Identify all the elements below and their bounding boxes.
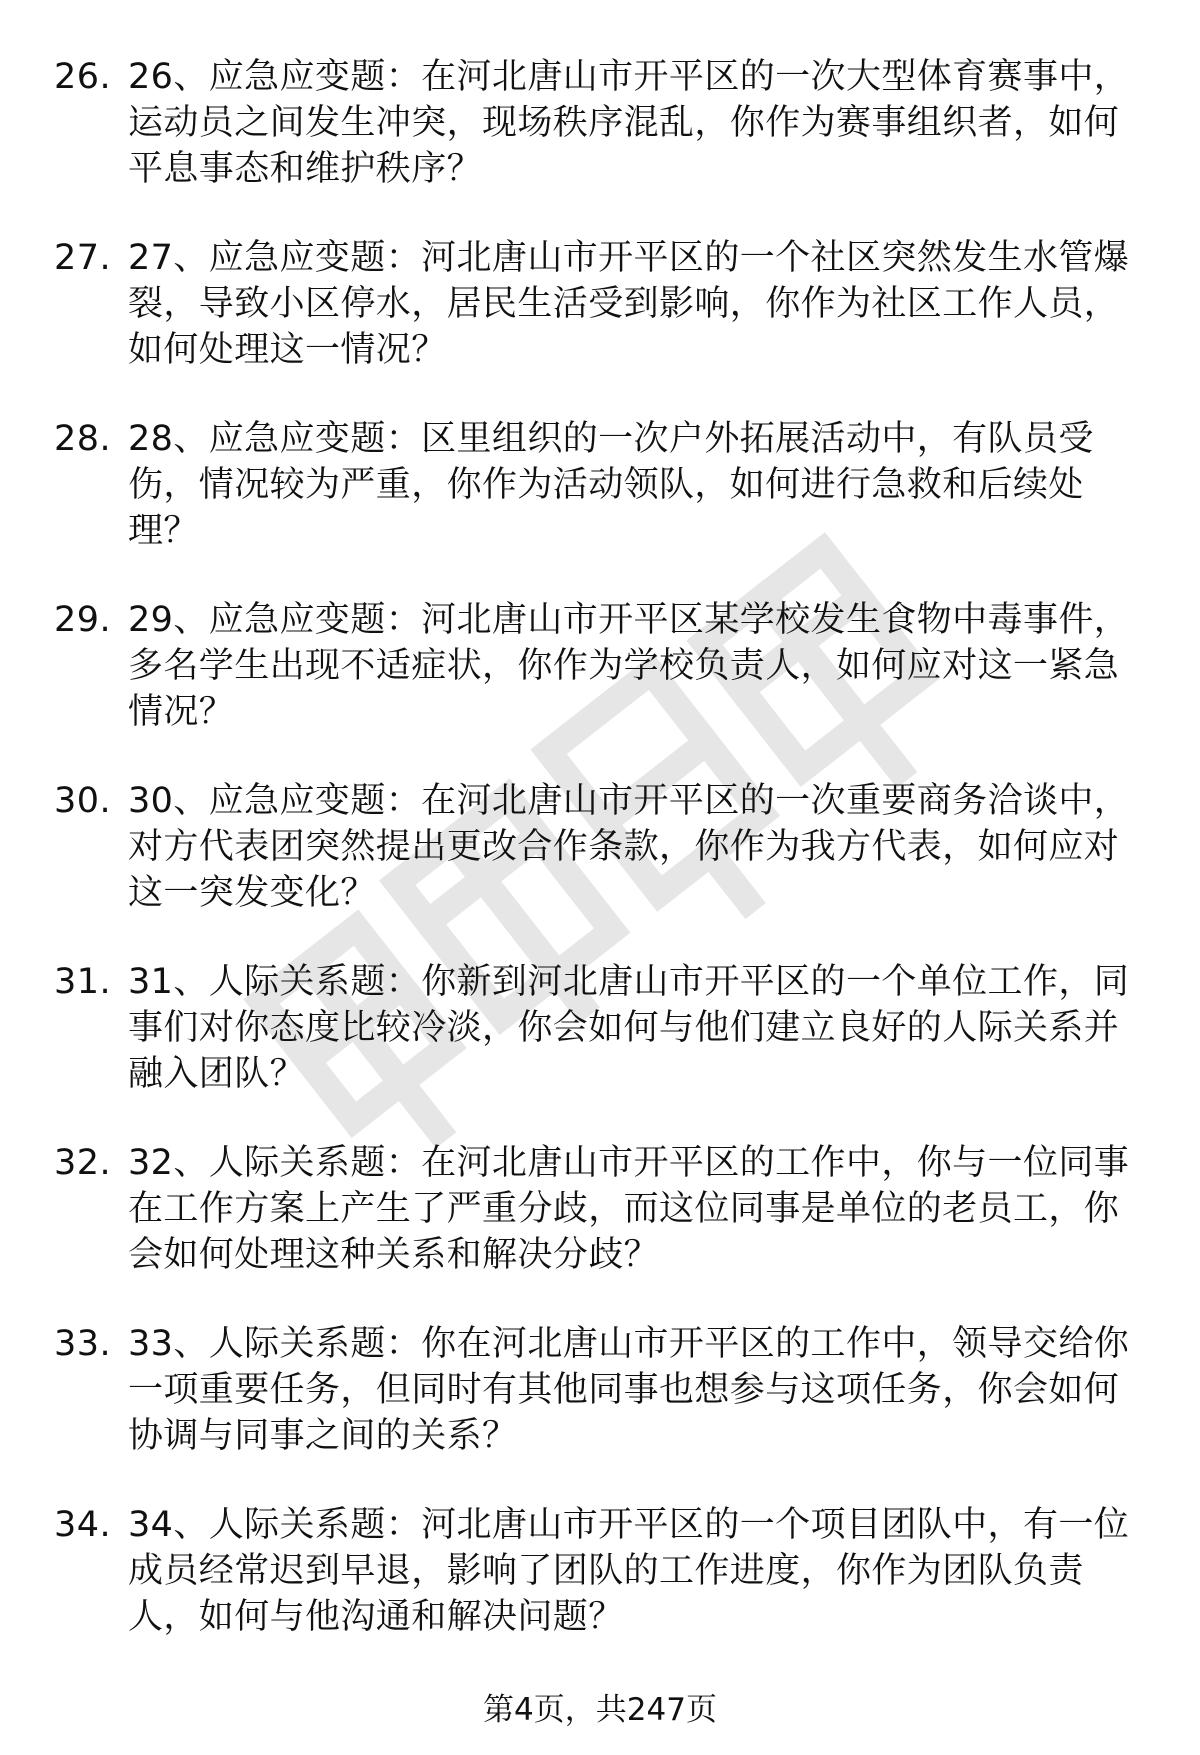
page-number: 第4页，共247页 — [483, 1692, 717, 1728]
question-number: 32. — [54, 1143, 112, 1183]
list-item — [0, 416, 1200, 597]
list-item — [0, 235, 1200, 416]
list-item — [0, 778, 1200, 959]
question-number: 26. — [54, 57, 112, 97]
question-text: 26、应急应变题：在河北唐山市开平区的一次大型体育赛事中，运动员之间发生冲突，现场秩序混乱，你作为赛事组织者，如何平息事态和维护秩序？ — [128, 57, 1130, 189]
question-text: 27、应急应变题：河北唐山市开平区的一个社区突然发生水管爆裂，导致小区停水，居民生活受到影响，你作为社区工作人员，如何处理这一情况？ — [128, 238, 1130, 370]
question-text: 29、应急应变题：河北唐山市开平区某学校发生食物中毒事件，多名学生出现不适症状，你作为学校负责人，如何应对这一紧急情况？ — [128, 600, 1130, 732]
question-number: 30. — [54, 781, 112, 821]
question-number: 31. — [54, 962, 112, 1002]
question-list — [0, 54, 1200, 1683]
list-item — [0, 54, 1200, 235]
question-text: 32、人际关系题：在河北唐山市开平区的工作中，你与一位同事在工作方案上产生了严重分歧，而这位同事是单位的老员工，你会如何处理这种关系和解决分歧？ — [128, 1143, 1130, 1275]
list-item — [0, 1502, 1200, 1683]
question-number: 33. — [54, 1324, 112, 1364]
list-item — [0, 1140, 1200, 1321]
list-item — [0, 959, 1200, 1140]
question-text: 33、人际关系题：你在河北唐山市开平区的工作中，领导交给你一项重要任务，但同时有其他同事也想参与这项任务，你会如何协调与同事之间的关系？ — [128, 1324, 1130, 1456]
question-number: 34. — [54, 1505, 112, 1545]
question-number: 28. — [54, 419, 112, 459]
question-text: 28、应急应变题：区里组织的一次户外拓展活动中，有队员受伤，情况较为严重，你作为活动领队，如何进行急救和后续处理？ — [128, 419, 1094, 551]
question-number: 27. — [54, 238, 112, 278]
list-item — [0, 1321, 1200, 1502]
list-item — [0, 597, 1200, 778]
question-text: 34、人际关系题：河北唐山市开平区的一个项目团队中，有一位成员经常迟到早退，影响了团队的工作进度，你作为团队负责人，如何与他沟通和解决问题？ — [128, 1505, 1130, 1637]
question-text: 31、人际关系题：你新到河北唐山市开平区的一个单位工作，同事们对你态度比较冷淡，你会如何与他们建立良好的人际关系并融入团队？ — [128, 962, 1130, 1094]
question-text: 30、应急应变题：在河北唐山市开平区的一次重要商务洽谈中，对方代表团突然提出更改合作条款，你作为我方代表，如何应对这一突发变化？ — [128, 781, 1130, 913]
question-number: 29. — [54, 600, 112, 640]
